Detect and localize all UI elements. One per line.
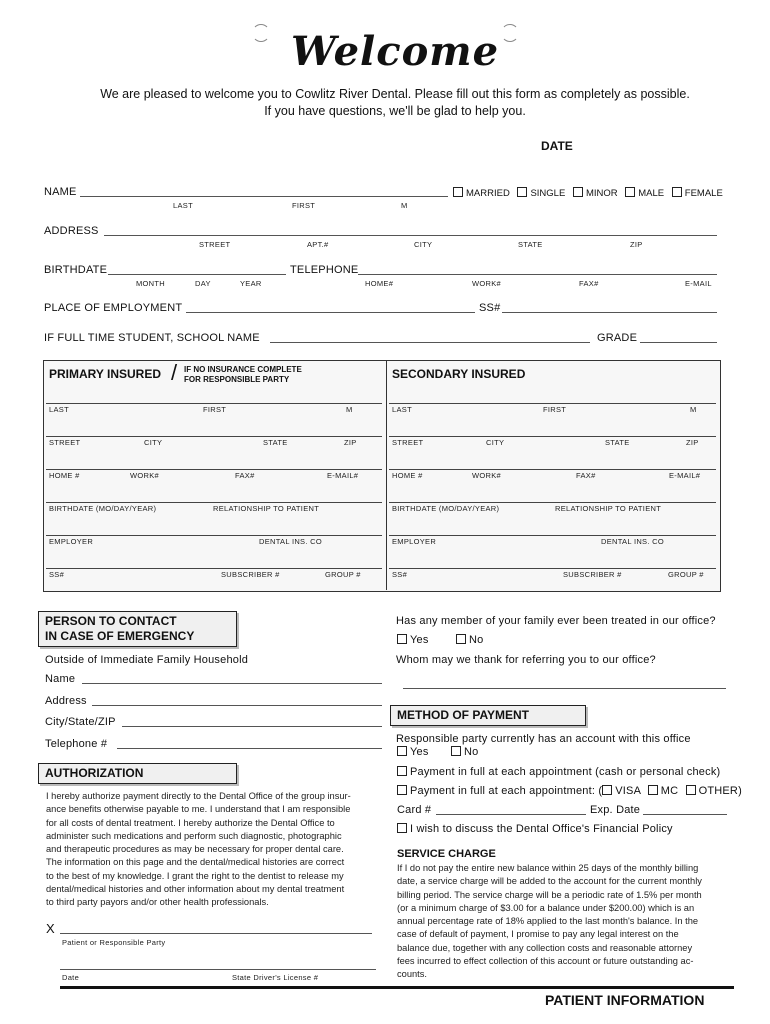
emergency-telephone-label: Telephone # — [45, 738, 108, 750]
address-sub-apt: APT.# — [307, 240, 329, 249]
intro-line-1: We are pleased to welcome you to Cowlitz River Dental. Please fill out this form as completely as possible. — [100, 87, 690, 101]
payment-option-3[interactable] — [397, 823, 673, 835]
authorization-line: to third party payors and/or other health professionals. — [46, 897, 269, 908]
secondary-relationship: RELATIONSHIP TO PATIENT — [555, 504, 662, 513]
female-label: FEMALE — [684, 188, 723, 199]
emergency-name-label: Name — [45, 673, 76, 685]
name-sub-last: LAST — [173, 201, 193, 210]
telephone-field[interactable] — [358, 274, 717, 275]
status-options — [453, 187, 723, 199]
minor-label: MINOR — [585, 188, 618, 199]
address-field[interactable] — [104, 235, 717, 236]
service-line: (or a minimum charge of $3.00 for a balance under $200.00) which is an — [397, 902, 695, 913]
employment-label: PLACE OF EMPLOYMENT — [44, 302, 183, 314]
name-field[interactable] — [80, 196, 448, 197]
emergency-name-field[interactable] — [82, 683, 382, 684]
telephone-sub-fax: FAX# — [579, 279, 599, 288]
secondary-middle: M — [690, 405, 697, 414]
primary-middle: M — [346, 405, 353, 414]
married-checkbox[interactable] — [453, 188, 510, 199]
authorization-line: to the best of my knowledge. I grant the right to the dentist to release my — [46, 870, 344, 881]
exp-date-label: Exp. Date — [590, 804, 641, 816]
service-charge-text — [397, 862, 733, 982]
primary-last: LAST — [49, 405, 69, 414]
emergency-telephone-field[interactable] — [117, 748, 382, 749]
page-title: Welcome — [290, 28, 500, 75]
service-charge-title: SERVICE CHARGE — [397, 848, 496, 860]
ss-field[interactable] — [502, 312, 717, 313]
secondary-row-2-line[interactable] — [389, 436, 716, 437]
other-checkbox[interactable] — [686, 785, 696, 795]
secondary-work: WORK# — [472, 471, 502, 480]
grade-field[interactable] — [640, 342, 717, 343]
authorization-line: dental/medical histories and other information about my dental treatment — [46, 884, 345, 895]
married-label: MARRIED — [466, 188, 510, 199]
primary-birthdate: BIRTHDATE (MO/DAY/YEAR) — [49, 504, 157, 513]
emergency-address-field[interactable] — [92, 705, 382, 706]
authorization-line: administer such medications and perform such diagnostic, photographic — [46, 830, 342, 841]
student-label: IF FULL TIME STUDENT, SCHOOL NAME — [44, 332, 260, 344]
emergency-citystatezip-field[interactable] — [122, 726, 382, 727]
payment-option-2-checkbox[interactable] — [397, 785, 407, 795]
grade-label: GRADE — [597, 332, 638, 344]
secondary-employer: EMPLOYER — [392, 537, 437, 546]
family-no-checkbox[interactable] — [456, 634, 483, 646]
secondary-row-3-line[interactable] — [389, 469, 716, 470]
payment-option-1[interactable] — [397, 766, 720, 778]
visa-label: VISA — [615, 785, 641, 797]
account-question: Responsible party currently has an account with this office — [396, 733, 691, 745]
footer-rule — [60, 986, 734, 989]
employment-field[interactable] — [186, 312, 475, 313]
family-question: Has any member of your family ever been treated in our office? — [396, 615, 716, 627]
telephone-sub-home: HOME# — [365, 279, 394, 288]
authorization-date-field[interactable] — [60, 969, 376, 970]
primary-subscriber: SUBSCRIBER # — [221, 570, 280, 579]
secondary-dental-ins: DENTAL INS. CO — [601, 537, 664, 546]
payment-option-2 — [397, 785, 742, 797]
male-label: MALE — [638, 188, 665, 199]
date-label: DATE — [541, 139, 573, 153]
primary-street: STREET — [49, 438, 81, 447]
birthdate-field[interactable] — [108, 274, 286, 275]
secondary-group: GROUP # — [668, 570, 704, 579]
male-checkbox[interactable] — [625, 188, 664, 199]
payment-option-1-label: Payment in full at each appointment (cash or personal check) — [410, 766, 721, 778]
primary-dental-ins: DENTAL INS. CO — [259, 537, 322, 546]
emergency-address-label: Address — [45, 695, 87, 707]
primary-fax: FAX# — [235, 471, 255, 480]
female-checkbox[interactable] — [672, 188, 723, 199]
name-label: NAME — [44, 186, 77, 198]
secondary-subscriber: SUBSCRIBER # — [563, 570, 622, 579]
account-yes-label: Yes — [410, 746, 429, 758]
address-sub-zip: ZIP — [630, 240, 643, 249]
primary-row-5-line[interactable] — [46, 535, 382, 536]
primary-email: E-MAIL# — [327, 471, 359, 480]
ss-label: SS# — [479, 302, 501, 314]
referral-question: Whom may we thank for referring you to our office? — [396, 654, 656, 666]
address-label: ADDRESS — [44, 225, 99, 237]
primary-employer: EMPLOYER — [49, 537, 94, 546]
primary-row-1-line[interactable] — [46, 403, 382, 404]
authorization-line: ance benefits otherwise payable to me. I understand that I am responsible — [46, 804, 351, 815]
birthdate-sub-day: DAY — [195, 279, 211, 288]
authorization-line: and therapeutic procedures as may be necessary for proper dental care. — [46, 844, 344, 855]
intro-line-2: If you have questions, we'll be glad to help you. — [264, 104, 526, 118]
primary-row-6-line[interactable] — [46, 568, 382, 569]
referral-field[interactable] — [403, 688, 726, 689]
service-line: fees incurred to effect collection of this account or future outstanding ac- — [397, 956, 694, 967]
telephone-sub-work: WORK# — [472, 279, 502, 288]
secondary-state: STATE — [605, 438, 630, 447]
service-line: date, a service charge will be added to the account for the current monthly — [397, 876, 702, 887]
secondary-email: E-MAIL# — [669, 471, 701, 480]
secondary-last: LAST — [392, 405, 412, 414]
primary-note-line-2: FOR RESPONSIBLE PARTY — [184, 375, 290, 384]
account-yes-checkbox[interactable] — [397, 746, 429, 758]
birthdate-sub-month: MONTH — [136, 279, 165, 288]
drivers-license-label: State Driver's License # — [232, 973, 319, 982]
authorization-date-label: Date — [62, 973, 80, 982]
secondary-zip: ZIP — [686, 438, 699, 447]
payment-header: METHOD OF PAYMENT — [390, 705, 586, 726]
primary-relationship: RELATIONSHIP TO PATIENT — [213, 504, 320, 513]
secondary-row-5-line[interactable] — [389, 535, 716, 536]
primary-work: WORK# — [130, 471, 160, 480]
emergency-header — [38, 611, 237, 647]
primary-city: CITY — [144, 438, 163, 447]
service-line: balance due, together with any collection costs and reasonable attorney — [397, 942, 693, 953]
primary-row-4-line[interactable] — [46, 502, 382, 503]
primary-note-line-1: IF NO INSURANCE COMPLETE — [184, 365, 302, 374]
secondary-city: CITY — [486, 438, 505, 447]
single-checkbox[interactable] — [517, 188, 565, 199]
primary-group: GROUP # — [325, 570, 361, 579]
family-no-label: No — [469, 634, 484, 646]
primary-ss: SS# — [49, 570, 65, 579]
service-line: counts. — [397, 969, 427, 980]
slash-icon: / — [171, 360, 178, 385]
service-line: case of default of payment, I promise to pay any legal interest on the — [397, 929, 679, 940]
authorization-line: I hereby authorize payment directly to the Dental Office of the group insur- — [46, 791, 351, 801]
birthdate-sub-year: YEAR — [240, 279, 262, 288]
other-label: OTHER) — [698, 785, 742, 797]
address-sub-city: CITY — [414, 240, 433, 249]
signature-x-mark: X — [46, 921, 55, 936]
visa-checkbox[interactable] — [602, 785, 612, 795]
emergency-citystatezip-label: City/State/ZIP — [45, 716, 116, 728]
mc-checkbox[interactable] — [648, 785, 658, 795]
secondary-home: HOME # — [392, 471, 423, 480]
primary-first: FIRST — [203, 405, 227, 414]
primary-home: HOME # — [49, 471, 80, 480]
single-label: SINGLE — [530, 188, 566, 199]
primary-row-3-line[interactable] — [46, 469, 382, 470]
secondary-ss: SS# — [392, 570, 408, 579]
card-label: Card # — [397, 804, 432, 816]
name-sub-middle: M — [401, 201, 408, 210]
secondary-fax: FAX# — [576, 471, 596, 480]
service-line: billing period. The service charge will be a periodic rate of 1.5% per month — [397, 889, 702, 900]
address-sub-state: STATE — [518, 240, 543, 249]
payment-option-3-label: I wish to discuss the Dental Office's Financial Policy — [410, 823, 673, 835]
family-yes-checkbox[interactable] — [397, 634, 429, 646]
primary-state: STATE — [263, 438, 288, 447]
telephone-sub-email: E-MAIL — [685, 279, 712, 288]
emergency-subtitle: Outside of Immediate Family Household — [45, 654, 249, 666]
signature-label: Patient or Responsible Party — [62, 938, 166, 947]
authorization-text — [46, 790, 386, 910]
account-no-label: No — [464, 746, 479, 758]
secondary-street: STREET — [392, 438, 424, 447]
family-yes-label: Yes — [410, 634, 429, 646]
primary-insured-title: PRIMARY INSURED — [49, 367, 162, 381]
service-line: If I do not pay the entire new balance within 25 days of the monthly billing — [397, 863, 699, 873]
mc-label: MC — [660, 785, 679, 797]
secondary-row-4-line[interactable] — [389, 502, 716, 503]
school-name-field[interactable] — [270, 342, 590, 343]
footer-title: PATIENT INFORMATION — [545, 992, 705, 1008]
card-number-field[interactable] — [436, 814, 586, 815]
address-sub-street: STREET — [199, 240, 231, 249]
payment-option-2-label: Payment in full at each appointment: ( — [410, 785, 603, 797]
secondary-insured-title: SECONDARY INSURED — [392, 367, 526, 381]
authorization-line: The information on this page and the dental/medical histories are correct — [46, 857, 345, 868]
secondary-birthdate: BIRTHDATE (MO/DAY/YEAR) — [392, 504, 500, 513]
minor-checkbox[interactable] — [573, 188, 618, 199]
authorization-line: for all costs of dental treatment. I hereby authorize the Dental Office to — [46, 817, 335, 828]
secondary-first: FIRST — [543, 405, 567, 414]
emergency-title-line-1: PERSON TO CONTACT — [45, 614, 177, 628]
account-no-checkbox[interactable] — [451, 746, 478, 758]
exp-date-field[interactable] — [643, 814, 727, 815]
signature-field[interactable] — [60, 933, 372, 934]
birthdate-label: BIRTHDATE — [44, 264, 108, 276]
secondary-row-6-line[interactable] — [389, 568, 716, 569]
name-sub-first: FIRST — [292, 201, 316, 210]
insurance-divider — [386, 360, 387, 590]
service-line: annual percentage rate of 18% applied to the last month's balance. In the — [397, 916, 699, 927]
secondary-row-1-line[interactable] — [389, 403, 716, 404]
authorization-header: AUTHORIZATION — [38, 763, 237, 784]
telephone-label: TELEPHONE — [290, 264, 359, 276]
primary-zip: ZIP — [344, 438, 357, 447]
primary-row-2-line[interactable] — [46, 436, 382, 437]
emergency-title-line-2: IN CASE OF EMERGENCY — [45, 629, 195, 643]
